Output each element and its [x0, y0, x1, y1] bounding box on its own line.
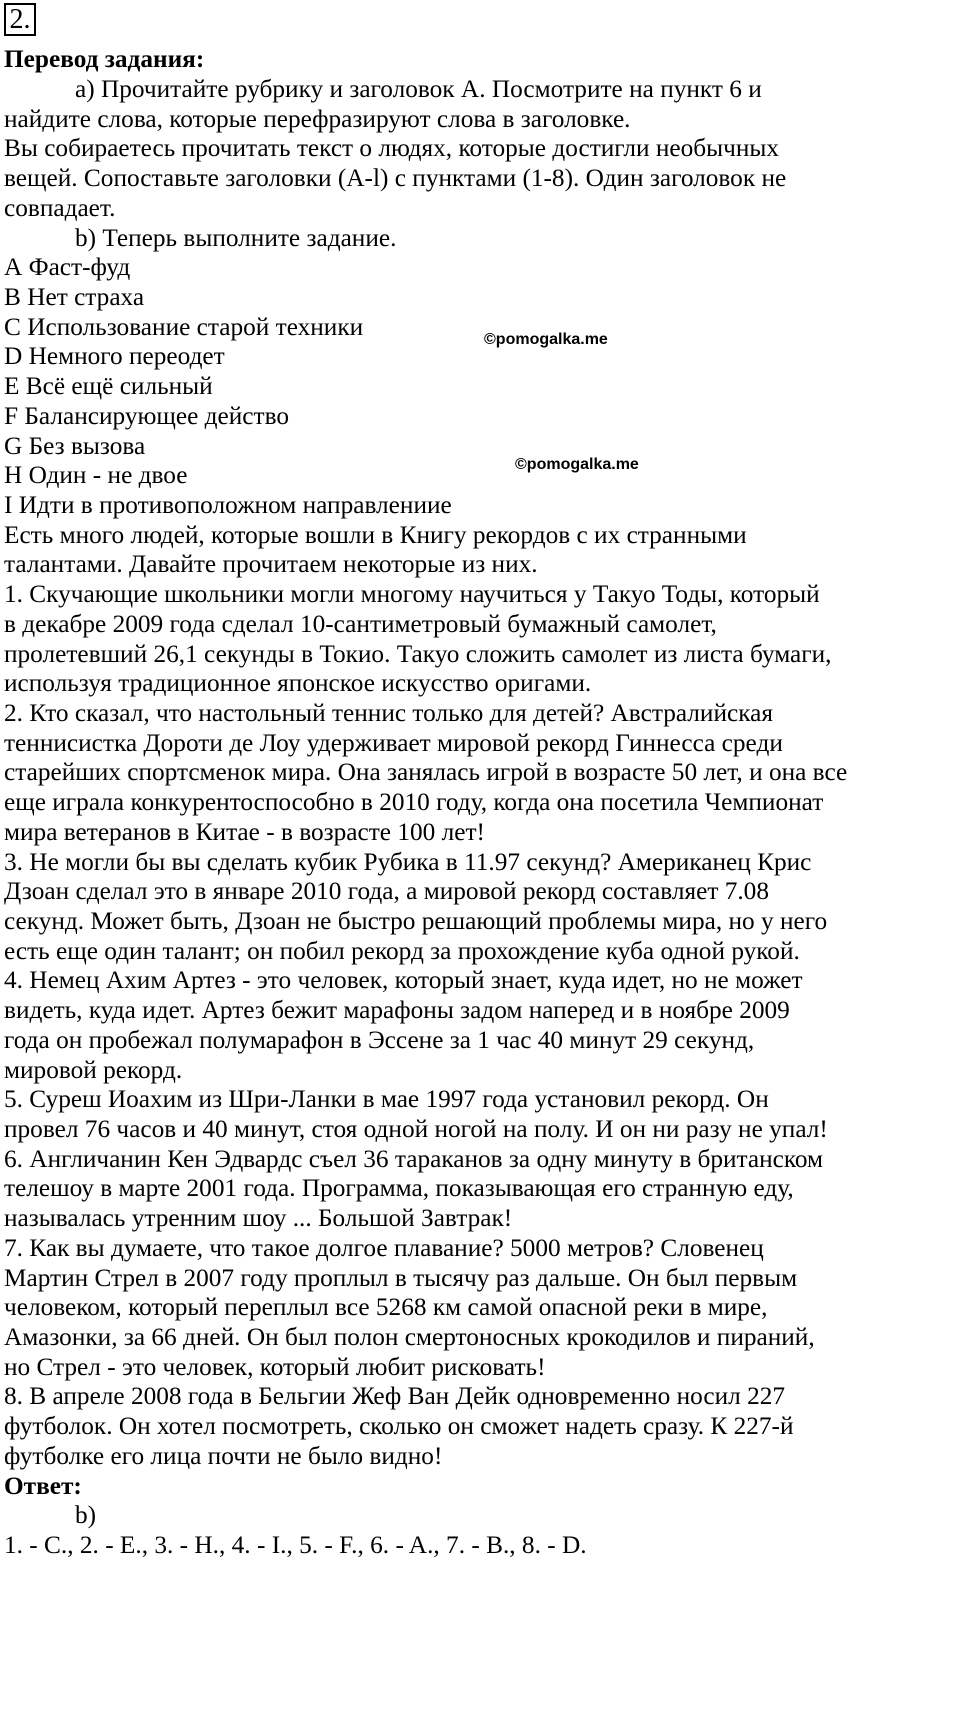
instruction-a-line: совпадает.	[4, 194, 116, 222]
text-line: человеком, который переплыл все 5268 км самой опасной реки в мире,	[4, 1293, 768, 1321]
answer-text: 1. - С., 2. - E., 3. - H., 4. - I., 5. - F., 6. - A., 7. - B., 8. - D.	[4, 1531, 587, 1559]
answer-label: b)	[75, 1501, 97, 1529]
instruction-a-line: найдите слова, которые перефразируют слова в заголовке.	[4, 105, 631, 133]
translation-heading: Перевод задания:	[4, 45, 205, 73]
instruction-a-line: вещей. Сопоставьте заголовки (A-l) с пунктами (1-8). Один заголовок не	[4, 164, 787, 192]
heading-option: F Балансирующее действо	[4, 402, 289, 430]
text-line: мировой рекорд.	[4, 1056, 183, 1084]
instruction-a-line: Вы собираетесь прочитать текст о людях, которые достигли необычных	[4, 134, 780, 162]
instruction-a-line: а) Прочитайте рубрику и заголовок А. Посмотрите на пункт 6 и	[75, 75, 762, 103]
heading-option: С Использование старой техники	[4, 313, 364, 341]
text-line: 3. Не могли бы вы сделать кубик Рубика в 11.97 секунд? Американец Крис	[4, 848, 812, 876]
text-line: 2. Кто сказал, что настольный теннис только для детей? Австралийская	[4, 699, 773, 727]
text-line: Есть много людей, которые вошли в Книгу рекордов с их странными	[4, 521, 747, 549]
text-line: мира ветеранов в Китае - в возрасте 100 лет!	[4, 818, 485, 846]
heading-option: I Идти в противоположном направлениие	[4, 491, 452, 519]
text-line: называлась утренним шоу ... Большой Завтрак!	[4, 1204, 513, 1232]
text-line: используя традиционное японское искусство оригами.	[4, 669, 592, 697]
text-line: Амазонки, за 66 дней. Он был полон смертоносных крокодилов и пираний,	[4, 1323, 815, 1351]
watermark: ©pomogalka.me	[484, 331, 608, 348]
text-line: секунд. Может быть, Дзоан не быстро решающий проблемы мира, но у него	[4, 907, 828, 935]
task-number-box: 2.	[4, 3, 36, 36]
text-line: старейших спортсменок мира. Она занялась игрой в возрасте 50 лет, и она все	[4, 758, 848, 786]
text-line: провел 76 часов и 40 минут, стоя одной ногой на полу. И он ни разу не упал!	[4, 1115, 828, 1143]
text-line: в декабре 2009 года сделал 10-сантиметровый бумажный самолет,	[4, 610, 717, 638]
instruction-b: b) Теперь выполните задание.	[75, 224, 397, 252]
text-line: 7. Как вы думаете, что такое долгое плавание? 5000 метров? Словенец	[4, 1234, 764, 1262]
watermark: ©pomogalka.me	[515, 456, 639, 473]
heading-option: D Немного переодет	[4, 342, 225, 370]
text-line: но Стрел - это человек, который любит рисковать!	[4, 1353, 546, 1381]
text-line: 1. Скучающие школьники могли многому научиться у Такуо Тоды, который	[4, 580, 820, 608]
text-line: теннисистка Дороти де Лоу удерживает мировой рекорд Гиннесса среди	[4, 729, 783, 757]
text-line: 6. Англичанин Кен Эдвардс съел 36 тараканов за одну минуту в британском	[4, 1145, 824, 1173]
text-line: 5. Суреш Иоахим из Шри-Ланки в мае 1997 года установил рекорд. Он	[4, 1085, 769, 1113]
text-line: есть еще один талант; он побил рекорд за прохождение куба одной рукой.	[4, 937, 800, 965]
heading-option: А Фаст-фуд	[4, 253, 131, 281]
text-line: 8. В апреле 2008 года в Бельгии Жеф Ван Дейк одновременно носил 227	[4, 1382, 786, 1410]
text-line: пролетевший 26,1 секунды в Токио. Такуо сложить самолет из листа бумаги,	[4, 640, 832, 668]
text-line: видеть, куда идет. Артез бежит марафоны задом наперед и в ноябре 2009	[4, 996, 790, 1024]
text-line: Мартин Стрел в 2007 году проплыл в тысячу раз дальше. Он был первым	[4, 1264, 798, 1292]
heading-option: Е Всё ещё сильный	[4, 372, 213, 400]
text-line: телешоу в марте 2001 года. Программа, показывающая его странную еду,	[4, 1174, 794, 1202]
text-line: еще играла конкурентоспособно в 2010 году, когда она посетила Чемпионат	[4, 788, 824, 816]
text-line: Дзоан сделал это в январе 2010 года, а мировой рекорд составляет 7.08	[4, 877, 769, 905]
heading-option: G Без вызова	[4, 432, 146, 460]
text-line: 4. Немец Ахим Артез - это человек, который знает, куда идет, но не может	[4, 966, 803, 994]
text-line: года он пробежал полумарафон в Эссене за 1 час 40 минут 29 секунд,	[4, 1026, 755, 1054]
heading-option: Н Один - не двое	[4, 461, 188, 489]
heading-option: В Нет страха	[4, 283, 145, 311]
text-line: футболок. Он хотел посмотреть, сколько он сможет надеть сразу. К 227-й	[4, 1412, 794, 1440]
answer-heading: Ответ:	[4, 1472, 82, 1500]
text-line: талантами. Давайте прочитаем некоторые из них.	[4, 550, 538, 578]
text-line: футболке его лица почти не было видно!	[4, 1442, 443, 1470]
